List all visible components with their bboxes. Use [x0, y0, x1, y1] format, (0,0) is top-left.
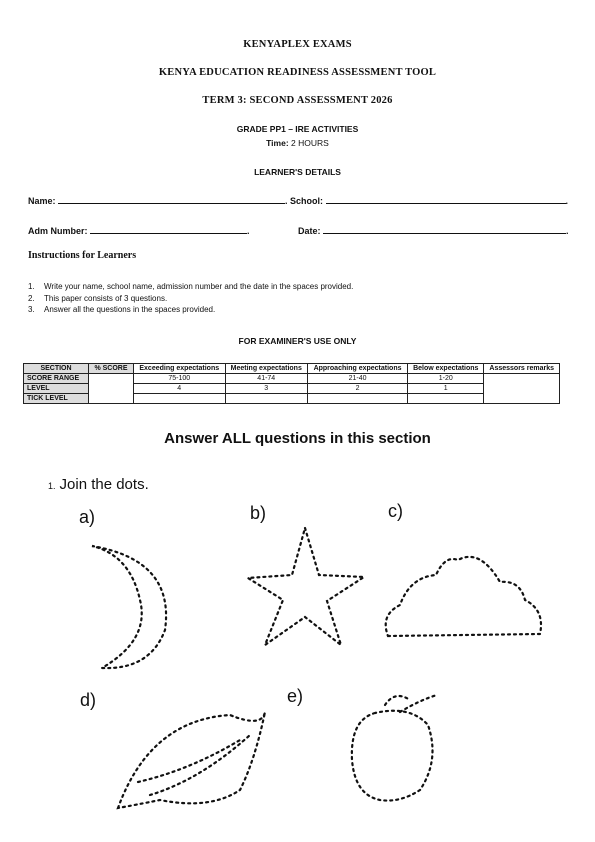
school-label: School:	[290, 196, 323, 206]
time-label: Time:	[266, 138, 289, 148]
date-label: Date:	[298, 226, 321, 236]
row-label: LEVEL	[24, 384, 89, 394]
row-label: TICK LEVEL	[24, 394, 89, 404]
star-dots	[248, 528, 364, 645]
name-label: Name:	[28, 196, 56, 206]
date-field[interactable]: Date: .	[298, 226, 569, 236]
figure-label-b: b)	[250, 503, 267, 523]
table-cell: 2	[307, 384, 407, 394]
row-label: SCORE RANGE	[24, 374, 89, 384]
table-cell: 3	[225, 384, 307, 394]
term-title: TERM 3: SECOND ASSESSMENT 2026	[202, 95, 393, 106]
apple-dots	[352, 711, 433, 801]
figure-label-d: d)	[80, 690, 97, 710]
tool-title: KENYA EDUCATION READINESS ASSESSMENT TOOL	[158, 67, 437, 78]
name-field[interactable]: Name: .	[28, 196, 288, 206]
col-header: Assessors remarks	[484, 364, 560, 374]
question-number: 1.	[48, 481, 56, 491]
time-value: 2 HOURS	[291, 138, 329, 148]
section-title: Answer ALL questions in this section	[164, 430, 431, 447]
instruction-item: 3. Answer all the questions in the spaces provided.	[28, 305, 216, 314]
table-cell: 1	[408, 384, 484, 394]
table-cell: 4	[134, 384, 226, 394]
figure-label-e: e)	[287, 686, 304, 706]
col-header: Meeting expectations	[225, 364, 307, 374]
table-cell: 1-20	[408, 374, 484, 384]
instructions-heading: Instructions for Learners	[28, 250, 137, 261]
instruction-item: 2. This paper consists of 3 questions.	[28, 293, 168, 303]
grade-title: GRADE PP1 – IRE ACTIVITIES	[236, 124, 359, 134]
learner-details-heading: LEARNER'S DETAILS	[254, 167, 341, 177]
col-header: Below expectations	[408, 364, 484, 374]
figure-label-c: c)	[388, 501, 403, 521]
adm-label: Adm Number:	[28, 226, 88, 236]
examiner-heading: FOR EXAMINER'S USE ONLY	[238, 336, 357, 346]
col-header: SECTION	[24, 364, 89, 374]
instruction-item: 1. Write your name, school name, admission number and the date in the spaces provided.	[28, 282, 354, 291]
figure-label-a: a)	[79, 507, 96, 527]
question-text: Join the dots.	[59, 476, 149, 493]
col-header: % SCORE	[89, 364, 134, 374]
adm-field[interactable]: Adm Number: .	[28, 226, 250, 236]
col-header: Exceeding expectations	[134, 364, 226, 374]
table-cell: 41-74	[225, 374, 307, 384]
table-cell: 75-100	[134, 374, 226, 384]
col-header: Approaching expectations	[307, 364, 407, 374]
moon-dots	[92, 546, 166, 668]
leaf-dots	[118, 712, 265, 808]
table-cell: 21-40	[307, 374, 407, 384]
org-title: KENYAPLEX EXAMS	[243, 39, 352, 50]
cloud-dots	[386, 557, 541, 636]
school-field[interactable]: School: .	[290, 196, 569, 206]
